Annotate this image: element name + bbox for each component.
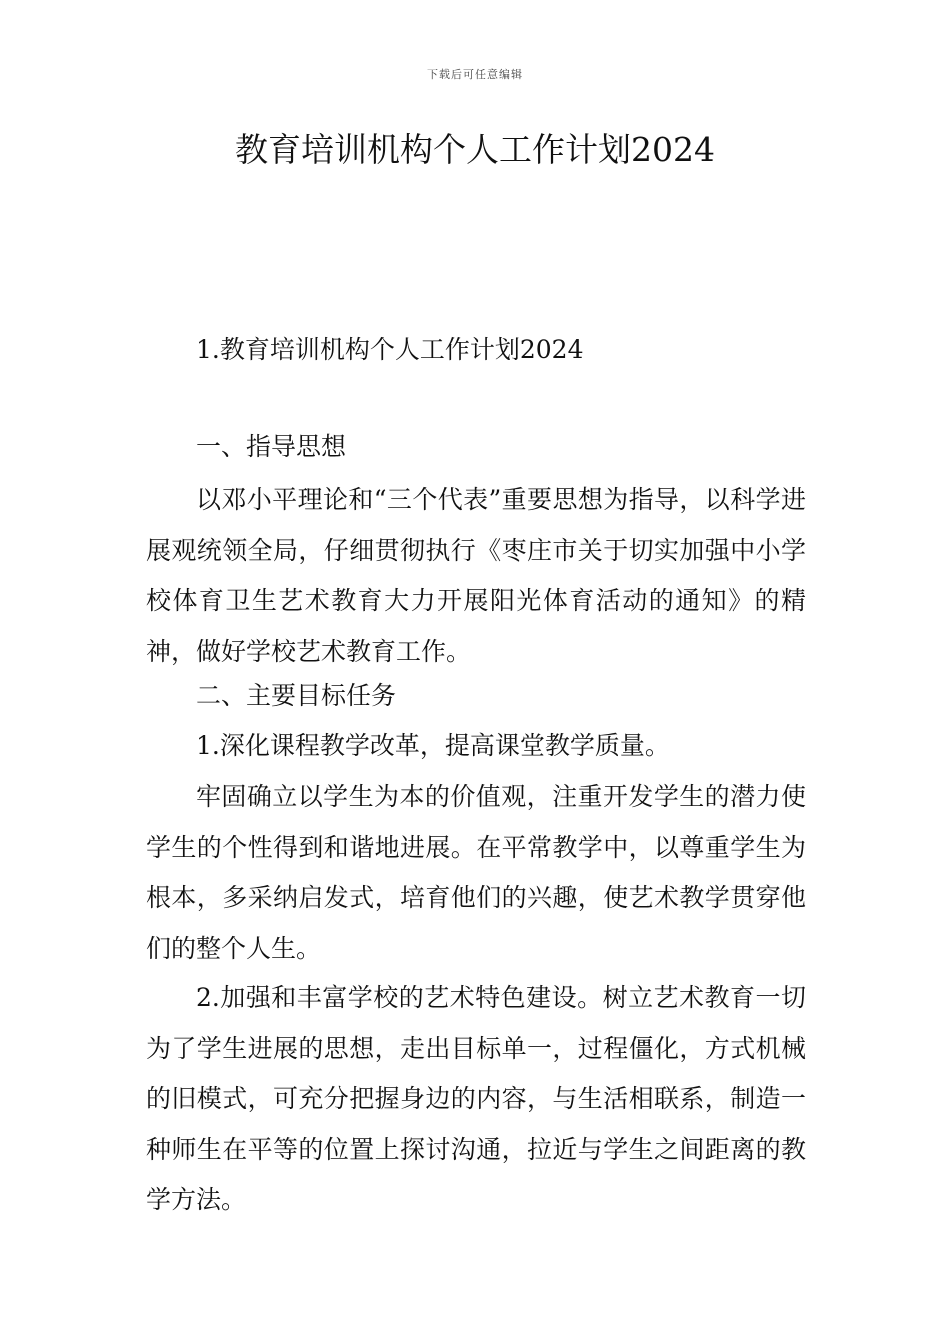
section-heading-guiding-ideology: 一、指导思想 [196, 432, 347, 461]
paragraph-item-2: 2.加强和丰富学校的艺术特色建设。树立艺术教育一切为了学生进展的思想，走出目标单一，过程僵化，方式机械的旧模式，可充分把握身边的内容，与生活相联系，制造一种师生在平等的位置上探讨沟通，拉近与学生之间距离的教学方法。 [146, 983, 806, 1214]
document-title: 教育培训机构个人工作计划2024 [235, 130, 715, 169]
section-heading-main-goals: 二、主要目标任务 [196, 681, 397, 710]
document-subtitle: 1.教育培训机构个人工作计划2024 [196, 335, 584, 364]
paragraph-guiding-ideology: 以邓小平理论和“三个代表”重要思想为指导，以科学进展观统领全局，仔细贯彻执行《枣庄市关于切实加强中小学校体育卫生艺术教育大力开展阳光体育活动的通知》的精神，做好学校艺术教育工作。 [146, 485, 806, 666]
item-heading-1: 1.深化课程教学改革，提高课堂教学质量。 [196, 731, 670, 760]
header-note: 下载后可任意编辑 [427, 68, 523, 81]
paragraph-item-1: 牢固确立以学生为本的价值观，注重开发学生的潜力使学生的个性得到和谐地进展。在平常教学中，以尊重学生为根本，多采纳启发式，培育他们的兴趣，使艺术教学贯穿他们的整个人生。 [146, 782, 806, 963]
